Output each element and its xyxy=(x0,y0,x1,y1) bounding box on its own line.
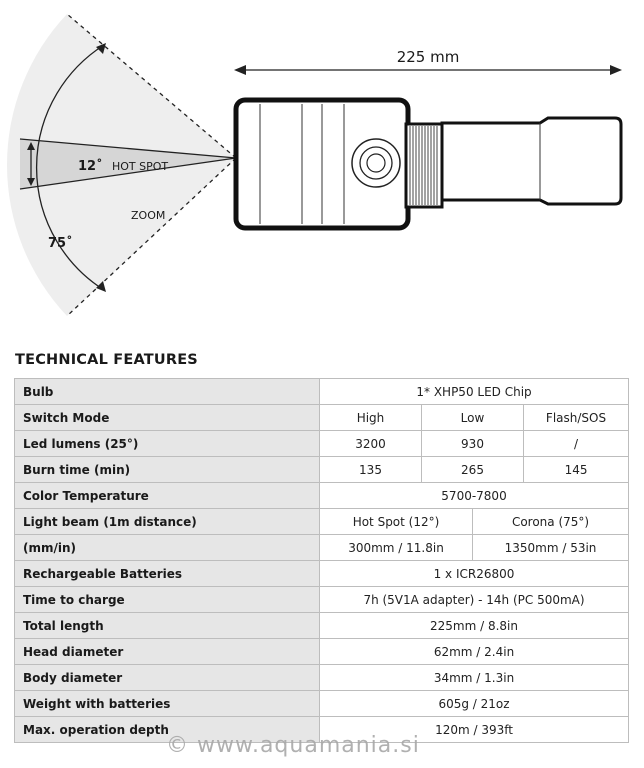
table-row xyxy=(15,613,629,639)
row-label: Head diameter xyxy=(15,639,320,665)
row-value: 62mm / 2.4in xyxy=(320,639,629,665)
row-value: Flash/SOS xyxy=(524,405,629,431)
row-label: Light beam (1m distance) xyxy=(15,509,320,535)
row-value: 265 xyxy=(422,457,524,483)
row-label: Time to charge xyxy=(15,587,320,613)
row-value: 7h (5V1A adapter) - 14h (PC 500mA) xyxy=(320,587,629,613)
length-arrowhead-left xyxy=(234,65,246,75)
table-row xyxy=(15,665,629,691)
technical-features-table xyxy=(14,378,629,743)
table-row xyxy=(15,405,629,431)
row-label: Led lumens (25°) xyxy=(15,431,320,457)
watermark: © www.aquamania.si xyxy=(166,733,420,758)
row-value: 34mm / 1.3in xyxy=(320,665,629,691)
technical-features-heading: TECHNICAL FEATURES xyxy=(15,352,198,368)
flashlight-body-tube xyxy=(442,118,621,204)
table-row xyxy=(15,535,629,561)
table-row xyxy=(15,509,629,535)
row-label: Burn time (min) xyxy=(15,457,320,483)
hot-spot-angle-label: 12˚ xyxy=(78,159,103,174)
row-value: 930 xyxy=(422,431,524,457)
flashlight xyxy=(236,100,621,228)
row-label: Total length xyxy=(15,613,320,639)
length-arrowhead-right xyxy=(610,65,622,75)
row-label: Weight with batteries xyxy=(15,691,320,717)
row-label: Rechargeable Batteries xyxy=(15,561,320,587)
row-value: 605g / 21oz xyxy=(320,691,629,717)
row-value: 1 x ICR26800 xyxy=(320,561,629,587)
row-value: Hot Spot (12°) xyxy=(320,509,473,535)
table-row xyxy=(15,431,629,457)
row-value: 300mm / 11.8in xyxy=(320,535,473,561)
table-row xyxy=(15,691,629,717)
zoom-label: ZOOM xyxy=(131,209,166,222)
table-row xyxy=(15,457,629,483)
row-label: Body diameter xyxy=(15,665,320,691)
row-value: Low xyxy=(422,405,524,431)
row-value: 3200 xyxy=(320,431,422,457)
table-row xyxy=(15,639,629,665)
row-label: Switch Mode xyxy=(15,405,320,431)
row-value: 120m / 393ft xyxy=(320,717,629,743)
row-value: 225mm / 8.8in xyxy=(320,613,629,639)
row-label: (mm/in) xyxy=(15,535,320,561)
row-value: 1* XHP50 LED Chip xyxy=(320,379,629,405)
table-row xyxy=(15,483,629,509)
row-value: Corona (75°) xyxy=(473,509,629,535)
hot-spot-label: HOT SPOT xyxy=(112,160,169,173)
row-value: 145 xyxy=(524,457,629,483)
length-label: 225 mm xyxy=(396,48,460,66)
table-row xyxy=(15,561,629,587)
row-value: High xyxy=(320,405,422,431)
table-row xyxy=(15,587,629,613)
table-row xyxy=(15,379,629,405)
row-label: Bulb xyxy=(15,379,320,405)
row-label: Color Temperature xyxy=(15,483,320,509)
row-label: Max. operation depth xyxy=(15,717,320,743)
flashlight-diagram xyxy=(0,0,644,330)
row-value: 5700-7800 xyxy=(320,483,629,509)
zoom-angle-label: 75˚ xyxy=(48,236,73,251)
row-value: 135 xyxy=(320,457,422,483)
row-value: / xyxy=(524,431,629,457)
row-value: 1350mm / 53in xyxy=(473,535,629,561)
